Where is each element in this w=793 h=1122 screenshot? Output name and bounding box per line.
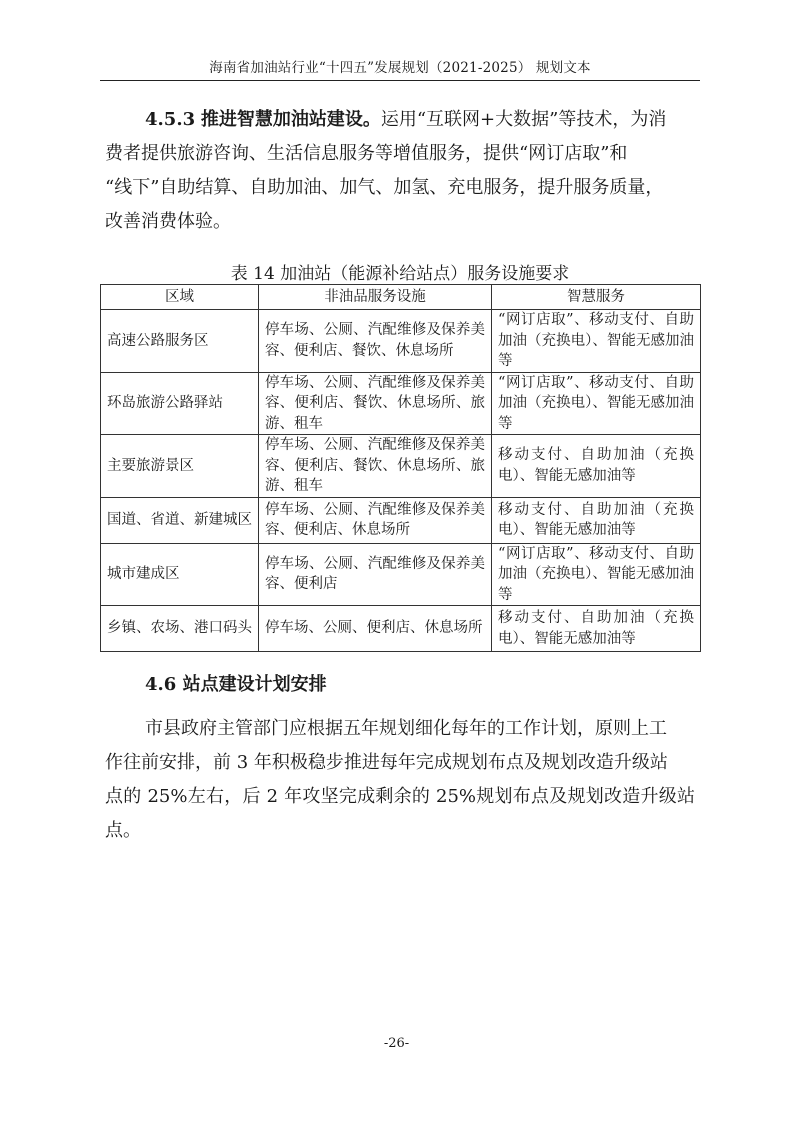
running-header: 海南省加油站行业“十四五”发展规划（2021-2025） 规划文本 (209, 60, 591, 76)
section-4-5-3-number: 4.5.3 (145, 109, 196, 130)
cell-smart-services: 移动支付、自助加油（充换电）、智能无感加油等 (492, 435, 701, 498)
text-line: 市县政府主管部门应根据五年规划细化每年的工作计划，原则上工 (145, 718, 667, 739)
cell-facilities: 停车场、公厕、汽配维修及保养美容、便利店 (259, 543, 492, 606)
table-row (101, 372, 701, 435)
cell-area: 城市建成区 (101, 543, 259, 606)
service-requirements-table (100, 284, 701, 652)
section-4-6-paragraph (105, 712, 695, 848)
cell-facilities: 停车场、公厕、便利店、休息场所 (259, 606, 492, 652)
table-row (101, 435, 701, 498)
cell-area: 乡镇、农场、港口码头 (101, 606, 259, 652)
text-line: 运用“互联网+大数据”等技术，为消 (380, 109, 667, 130)
cell-facilities: 停车场、公厕、汽配维修及保养美容、便利店、餐饮、休息场所 (259, 310, 492, 373)
table-row (101, 606, 701, 652)
cell-smart-services: 移动支付、自助加油（充换电）、智能无感加油等 (492, 606, 701, 652)
cell-facilities: 停车场、公厕、汽配维修及保养美容、便利店、餐饮、休息场所、旅游、租车 (259, 372, 492, 435)
section-4-5-3-paragraph (105, 103, 695, 239)
cell-smart-services: “网订店取”、移动支付、自助加油（充换电）、智能无感加油等 (492, 310, 701, 373)
table-caption: 表 14 加油站（能源补给站点）服务设施要求 (230, 264, 570, 284)
cell-area: 国道、省道、新建城区 (101, 497, 259, 543)
text-line: 作往前安排，前 3 年积极稳步推进每年完成规划布点及规划改造升级站 (105, 752, 668, 773)
cell-smart-services: “网订店取”、移动支付、自助加油（充换电）、智能无感加油等 (492, 543, 701, 606)
section-4-6-heading: 4.6 站点建设计划安排 (145, 674, 327, 695)
column-header-facilities: 非油品服务设施 (259, 285, 492, 310)
text-line: 费者提供旅游咨询、生活信息服务等增值服务，提供“网订店取”和 (105, 143, 628, 164)
table-row (101, 310, 701, 373)
header-divider (100, 80, 700, 81)
cell-smart-services: “网订店取”、移动支付、自助加油（充换电）、智能无感加油等 (492, 372, 701, 435)
cell-facilities: 停车场、公厕、汽配维修及保养美容、便利店、休息场所 (259, 497, 492, 543)
cell-facilities: 停车场、公厕、汽配维修及保养美容、便利店、餐饮、休息场所、旅游、租车 (259, 435, 492, 498)
cell-area: 环岛旅游公路驿站 (101, 372, 259, 435)
cell-smart-services: 移动支付、自助加油（充换电）、智能无感加油等 (492, 497, 701, 543)
text-line: “线下”自助结算、自助加油、加气、加氢、充电服务，提升服务质量， (105, 177, 664, 198)
page-number: -26- (383, 1036, 410, 1051)
table-row (101, 543, 701, 606)
table-row (101, 497, 701, 543)
text-line: 改善消费体验。 (105, 211, 231, 232)
table-header-row (101, 285, 701, 310)
section-4-5-3-heading: 推进智慧加油站建设。 (200, 109, 381, 130)
cell-area: 高速公路服务区 (101, 310, 259, 373)
cell-area: 主要旅游景区 (101, 435, 259, 498)
column-header-smart-services: 智慧服务 (492, 285, 701, 310)
text-line: 点的 25%左右，后 2 年攻坚完成剩余的 25%规划布点及规划改造升级站点。 (105, 786, 695, 841)
column-header-area: 区域 (101, 285, 259, 310)
